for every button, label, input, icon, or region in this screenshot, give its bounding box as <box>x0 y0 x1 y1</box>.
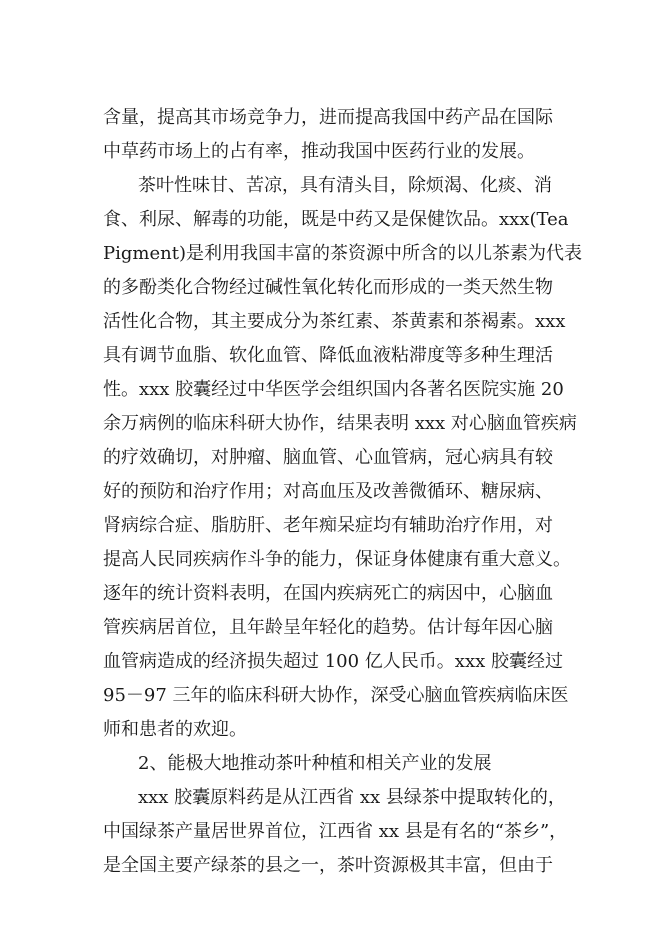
paragraph-line: 活性化合物，其主要成分为茶红素、茶黄素和茶褐素。xxx <box>103 311 566 332</box>
paragraph-line: 的疗效确切，对肿瘤、脑血管、心血管病，冠心病具有较 <box>103 447 553 468</box>
paragraph-line: 提高人民同疾病作斗争的能力，保证身体健康有重大意义。 <box>103 549 571 570</box>
paragraph-line: 是全国主要产绿茶的县之一，茶叶资源极其丰富，但由于 <box>103 855 553 876</box>
paragraph-line: Pigment)是利用我国丰富的茶资源中所含的以儿茶素为代表 <box>103 243 582 264</box>
paragraph-line: 性。xxx 胶囊经过中华医学会组织国内各著名医院实施 20 <box>103 379 564 400</box>
paragraph-line: 茶叶性味甘、苦凉，具有清头目，除烦渴、化痰、消 <box>138 175 552 196</box>
paragraph-line: 管疾病居首位，且年龄呈年轻化的趋势。估计每年因心脑 <box>103 617 553 638</box>
paragraph-line: 具有调节血脂、软化血管、降低血液粘滞度等多种生理活 <box>103 345 553 366</box>
section-heading: 2、能极大地推动茶叶种植和相关产业的发展 <box>138 753 492 774</box>
paragraph-line: 师和患者的欢迎。 <box>103 719 247 740</box>
paragraph-line: 好的预防和治疗作用；对高血压及改善微循环、糖尿病、 <box>103 481 553 502</box>
paragraph-line: 中国绿茶产量居世界首位，江西省 xx 县是有名的“茶乡”， <box>103 821 568 842</box>
paragraph-line: 肾病综合症、脂肪肝、老年痴呆症均有辅助治疗作用，对 <box>103 515 553 536</box>
paragraph-line: 血管病造成的经济损失超过 100 亿人民币。xxx 胶囊经过 <box>103 651 563 672</box>
paragraph-line: 食、利尿、解毒的功能，既是中药又是保健饮品。xxx(Tea <box>103 209 569 230</box>
paragraph-line: 的多酚类化合物经过碱性氧化转化而形成的一类天然生物 <box>103 277 553 298</box>
paragraph-line: 含量，提高其市场竞争力，进而提高我国中药产品在国际 <box>103 107 553 128</box>
paragraph-line: 中草药市场上的占有率，推动我国中医药行业的发展。 <box>103 141 535 162</box>
paragraph-line: xxx 胶囊原料药是从江西省 xx 县绿茶中提取转化的， <box>138 787 566 808</box>
paragraph-line: 95－97 三年的临床科研大协作，深受心脑血管疾病临床医 <box>103 685 569 706</box>
paragraph-line: 逐年的统计资料表明，在国内疾病死亡的病因中，心脑血 <box>103 583 553 604</box>
paragraph-line: 余万病例的临床科研大协作，结果表明 xxx 对心脑血管疾病 <box>103 413 577 434</box>
